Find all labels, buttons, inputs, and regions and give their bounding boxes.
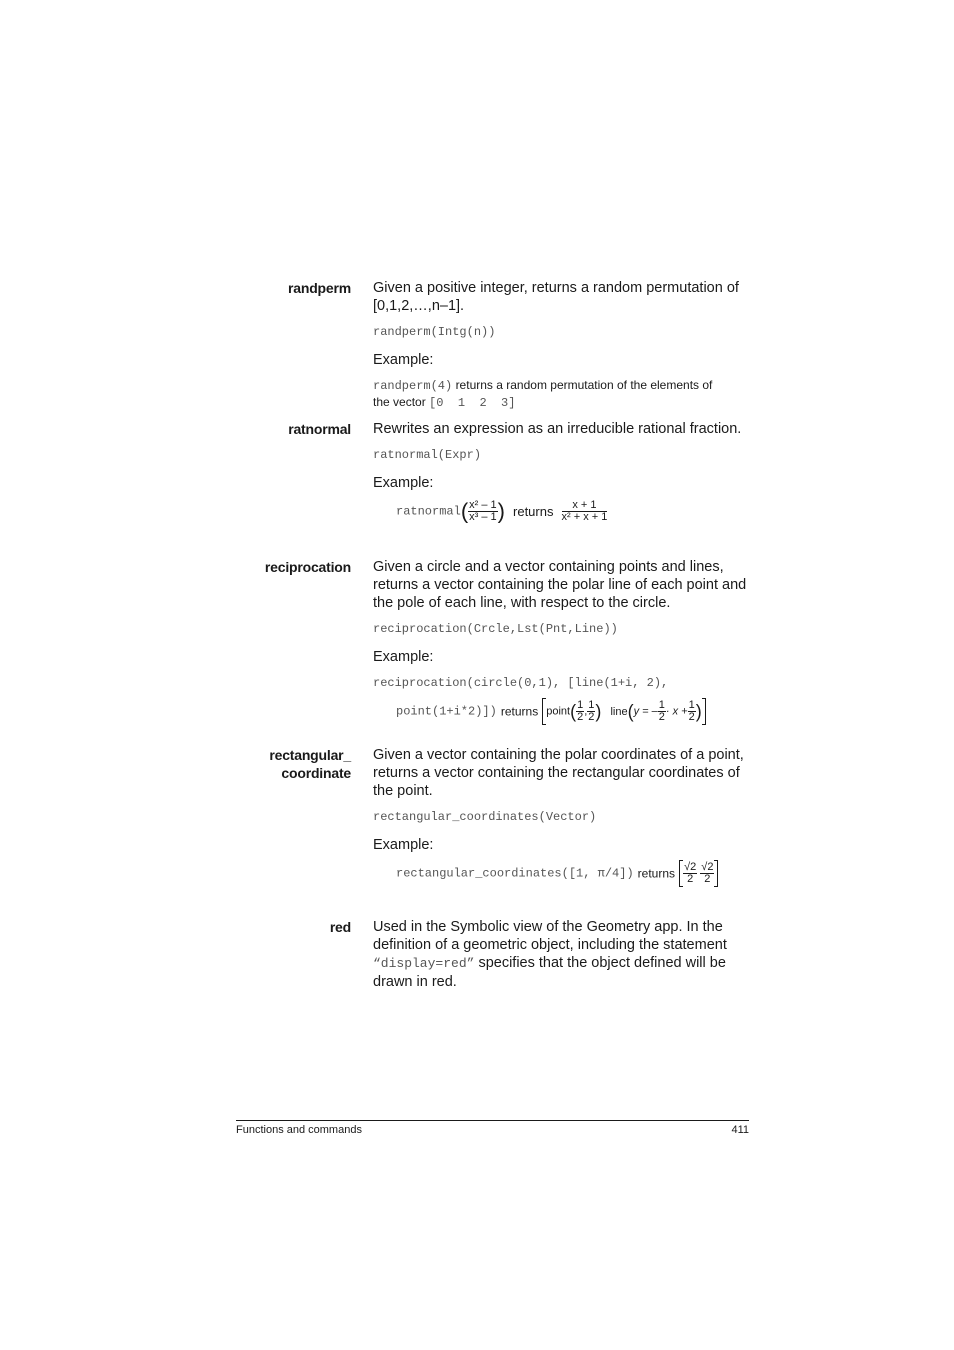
example-rectangular: [396, 860, 753, 900]
example-code-ratnormal: ratnormal: [396, 504, 461, 519]
point-y-fraction: $\frac{1}{2}$: [588, 699, 595, 723]
page-footer: [236, 1120, 749, 1136]
returns-ratnormal: returns: [513, 503, 554, 519]
term-ratnormal: ratnormal: [288, 421, 351, 437]
example-text-randperm: returns a random permutation of the elements of: [455, 378, 713, 392]
desc-rectangular: Given a vector containing the polar coordinates of a point, returns a vector containing the rectangular coordinates of the point.: [373, 747, 744, 799]
term-red: red: [329, 919, 351, 935]
desc-red-part1: Used in the Symbolic view of the Geometry app. In the definition of a geometric object, including the statement: [373, 919, 727, 953]
result-numerator: x + 1: [562, 500, 608, 512]
point-x-fraction: $\frac{1}{2}$: [577, 699, 584, 723]
term-randperm: randperm: [288, 280, 351, 296]
result-vector-rectangular: [679, 860, 718, 887]
example-code1-reciprocation: reciprocation(circle(0,1), [line(1+i, 2),: [373, 676, 669, 690]
result-fraction: [562, 500, 608, 523]
term-rectangular-line2: coordinate: [281, 765, 351, 781]
returns-reciprocation: returns: [500, 704, 539, 719]
input-denominator: x³ – 1: [469, 511, 497, 523]
input-fraction: [468, 500, 498, 523]
desc-ratnormal: Rewrites an expression as an irreducible rational fraction.: [373, 421, 742, 437]
example-vector-randperm: [0 1 2 3]: [429, 396, 516, 410]
body-ratnormal: [373, 420, 753, 540]
line-label: line: [610, 705, 628, 718]
point-label: point: [546, 705, 571, 718]
rect-x-fraction: $\frac{√2}{2}$: [684, 861, 697, 885]
desc-red: [373, 918, 753, 991]
result-denominator: x² + x + 1: [561, 511, 608, 523]
example-result-reciprocation: [396, 698, 753, 738]
line-slope-fraction: $\frac{1}{2}$: [658, 699, 665, 723]
term-rectangular: [269, 746, 351, 782]
body-randperm: [373, 279, 753, 411]
open-paren: (: [460, 498, 469, 524]
syntax-rectangular: rectangular_coordinates(Vector): [373, 810, 597, 824]
example-ratnormal: [396, 500, 753, 540]
example-label-reciprocation: Example:: [373, 649, 434, 665]
line-mid: · x +: [665, 705, 688, 718]
desc-red-part2: specifies that the object defined will be drawn in red.: [373, 955, 726, 990]
syntax-reciprocation: reciprocation(Crcle,Lst(Pnt,Line)): [373, 622, 618, 636]
example-randperm: [373, 377, 753, 411]
example-label-rectangular: Example:: [373, 837, 434, 853]
term-rectangular-line1: rectangular_: [269, 747, 351, 763]
example-code-randperm: randperm(4): [373, 379, 453, 393]
page-number: 411: [731, 1124, 749, 1136]
body-red: [373, 918, 753, 991]
desc-reciprocation: Given a circle and a vector containing points and lines, returns a vector containing the polar line of each point and the pole of each line, with respect to the circle.: [373, 559, 747, 611]
body-rectangular: [373, 746, 753, 900]
syntax-ratnormal: ratnormal(Expr): [373, 448, 482, 462]
example-text2-randperm: the vector: [373, 395, 426, 409]
example-code-rectangular: rectangular_coordinates([1, π/4]): [396, 866, 634, 881]
example-label-randperm: Example:: [373, 352, 434, 368]
close-paren: ): [497, 498, 505, 524]
desc-red-code: “display=red”: [373, 956, 475, 971]
rect-y-fraction: $\frac{√2}{2}$: [701, 861, 714, 885]
result-vector-reciprocation: point( $\frac{1}{2}$ , $\frac{1}{2}$ ) line(y = – $\frac{1}{2}$ · x + $\frac{1}{2}$ ): [542, 698, 705, 725]
input-numerator: x² – 1: [469, 499, 497, 511]
syntax-randperm: randperm(Intg(n)): [373, 325, 496, 339]
term-reciprocation: reciprocation: [264, 559, 351, 575]
footer-section-title: Functions and commands: [236, 1124, 362, 1136]
example-label-ratnormal: Example:: [373, 475, 434, 491]
desc-randperm: Given a positive integer, returns a random permutation of [0,1,2,…,n–1].: [373, 280, 739, 314]
line-lhs: y = –: [633, 705, 658, 718]
returns-rectangular: returns: [637, 866, 676, 881]
body-reciprocation: [373, 558, 753, 738]
line-intercept-fraction: $\frac{1}{2}$: [688, 699, 695, 723]
example-code2-reciprocation: point(1+i*2)]): [396, 704, 497, 719]
